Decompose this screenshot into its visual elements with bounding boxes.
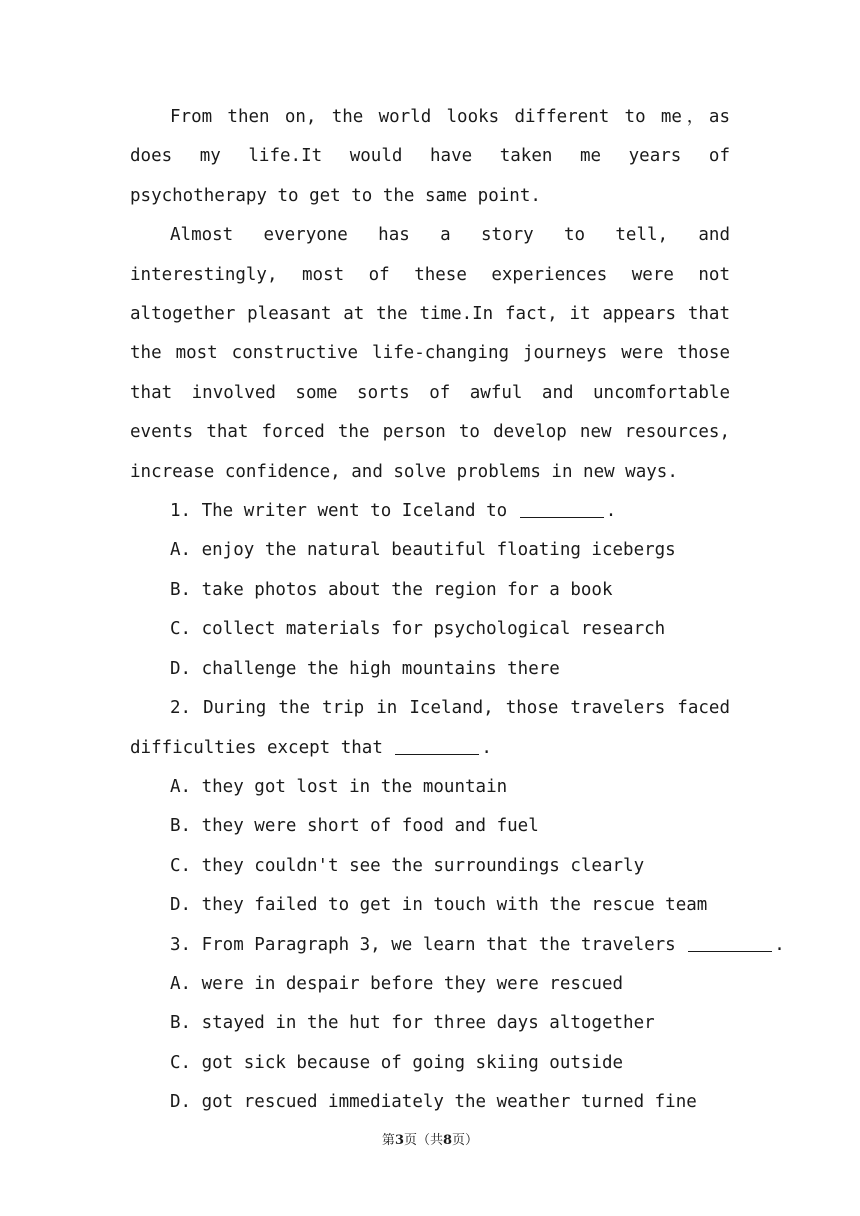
option-d: D. they failed to get in touch with the rescue team [170,895,708,916]
option-d: D. got rescued immediately the weather turned fine [170,1092,697,1113]
option-b: B. they were short of food and fuel [170,816,539,837]
question-2 [130,689,730,925]
question-end: . [774,934,785,955]
footer-page-number: 3 [394,1133,404,1148]
question-text: 1. The writer went to Iceland to [170,501,508,522]
option-b: B. stayed in the hut for three days altogether [170,1013,655,1034]
question-end: . [481,737,492,758]
question-text: 3. From Paragraph 3, we learn that the travelers [170,934,676,955]
paragraph: Almost everyone has a story to tell, and interestingly, most of these experiences were not altogether pleasant at the time.In fact, it appears that the most constructive life-changing journeys were those that involved some sorts of awful and uncomfortable events that forced the person to develop new resources, increase confidence, and solve problems in new ways. [130,225,730,482]
footer-mid: 页（共 [403,1133,443,1148]
footer-prefix: 第 [381,1133,395,1148]
question-stem [130,689,730,768]
question-end: . [605,501,617,522]
page-content [130,98,785,1123]
question-3 [130,926,785,1123]
answer-blank [520,500,604,519]
option-d: D. challenge the high mountains there [170,658,560,679]
paragraph: From then on, the world looks different to me，as does my life.It would have taken me years of psychotherapy to get to the same point. [130,107,730,206]
option-b: B. take photos about the region for a book [170,579,613,600]
question-text: 2. During the trip in Iceland, those travelers faced difficulties except that [130,698,730,758]
option-a: A. enjoy the natural beautiful floating icebergs [170,540,676,561]
option-a: A. they got lost in the mountain [170,776,508,797]
footer-page-total: 8 [443,1133,453,1148]
option-c: C. they couldn't see the surroundings clearly [170,855,645,876]
option-c: C. got sick because of going skiing outside [170,1052,624,1073]
option-a: A. were in despair before they were rescued [170,973,624,994]
question-stem [130,492,730,531]
option-c: C. collect materials for psychological research [170,619,666,640]
question-1 [130,492,730,689]
footer-suffix: 页） [452,1133,479,1148]
question-stem [130,926,785,965]
answer-blank [395,736,479,755]
page-footer [0,1129,860,1148]
answer-blank [688,933,772,952]
